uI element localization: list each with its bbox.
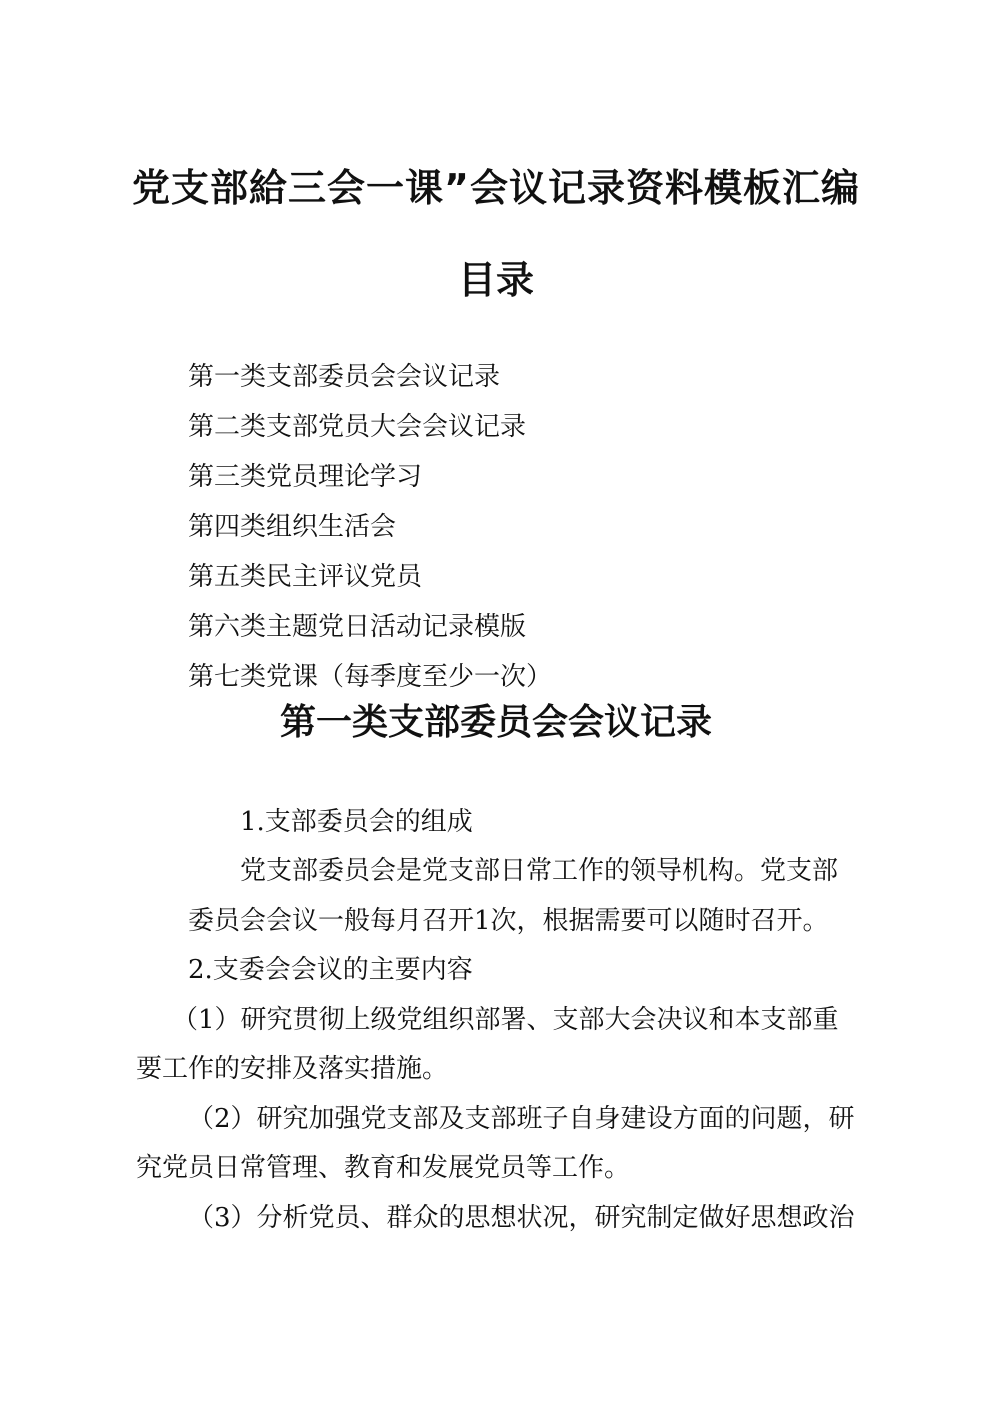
subheading-main-content: 2.支委会会议的主要内容 [188,955,473,985]
toc-item: 第一类支部委员会会议记录 [188,362,501,392]
paragraph-line: 要工作的安排及落实措施。 [136,1054,449,1084]
section-title: 第一类支部委员会会议记录 [279,702,712,743]
toc-item: 第四类组织生活会 [188,512,397,542]
toc-heading: 目录 [457,258,534,302]
toc-item: 第三类党员理论学习 [188,462,423,492]
paragraph-line: 委员会会议一般每月召开1次，根据需要可以随时召开。 [188,906,829,936]
toc-item: 第七类党课（每季度至少一次） [188,662,553,692]
paragraph-line: （1）研究贯彻上级党组织部署、支部大会决议和本支部重 [172,1005,839,1035]
toc-item: 第二类支部党员大会会议记录 [188,412,527,442]
paragraph-line: （2）研究加强党支部及支部班子自身建设方面的问题，研 [188,1104,855,1134]
toc-item: 第六类主题党日活动记录模版 [188,612,527,642]
document-title: 党支部給三会一课”会议记录资料模板汇编 [132,166,860,210]
toc-item: 第五类民主评议党员 [188,562,423,592]
paragraph-line: 党支部委员会是党支部日常工作的领导机构。党支部 [240,856,839,886]
table-of-contents [188,352,552,702]
paragraph-line: （3）分析党员、群众的思想状况，研究制定做好思想政治 [188,1203,855,1233]
subheading-composition: 1.支部委员会的组成 [240,807,473,837]
paragraph-line: 究党员日常管理、教育和发展党员等工作。 [136,1153,631,1183]
